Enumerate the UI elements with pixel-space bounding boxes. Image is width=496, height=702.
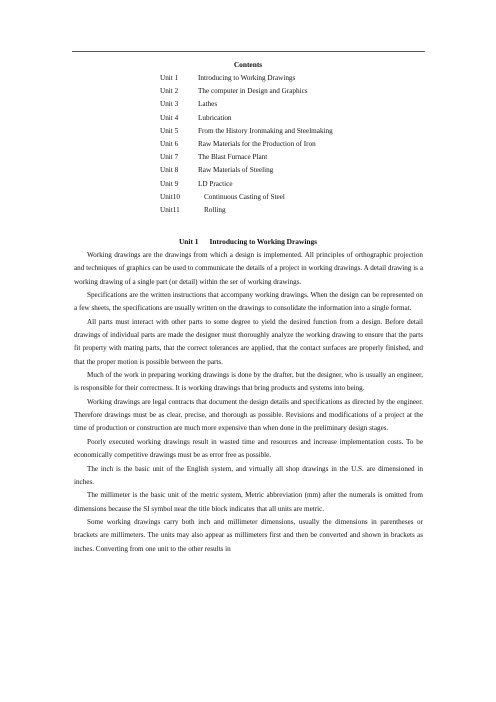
toc-unit-label: Unit 7 (160, 153, 179, 162)
toc-unit-label: Unit 1 (160, 74, 179, 82)
toc-unit-title: The Blast Furnace Plant (198, 153, 268, 162)
toc-unit-label: Unit 6 (160, 139, 179, 148)
toc-item (160, 191, 333, 204)
paragraph: Much of the work in preparing working drawings is done by the drafter, but the designer, who is usually an engineer, is responsible for their correctness. It is working drawings that bring products and systems into being. (74, 371, 423, 393)
toc-unit-label: Unit 4 (160, 113, 179, 122)
toc-unit-title: Introducing to Working Drawings (198, 74, 296, 82)
toc-unit-label: Unit 8 (160, 166, 179, 175)
toc-unit-title: The computer in Design and Graphics (198, 87, 308, 96)
toc-item (160, 112, 333, 125)
paragraph: Specifications are the written instructions that accompany working drawings. When the design can be represented on a few sheets, the specifications are usually written on the drawings to consolidate the information into a single format. (74, 291, 423, 313)
toc-unit-label: Unit10 (160, 192, 180, 201)
toc-unit-label: Unit 3 (160, 100, 179, 109)
paragraph: All parts must interact with other parts to some degree to yield the desired function from a design. Before detail drawings of individual parts are made the designer must thoroughly analyze the working drawing to ensure that the parts fit property with mating parts, that the correct tolerances are applied, that the contact surfaces are properly finished, and that the proper motion is possible between the parts. (74, 317, 423, 366)
toc-item (160, 151, 333, 164)
toc-unit-title: Lathes (198, 100, 218, 109)
toc-unit-label: Unit 2 (160, 87, 179, 96)
table-of-contents (160, 72, 333, 217)
toc-item (160, 164, 333, 177)
toc-item (160, 85, 333, 98)
paragraph: Working drawings are the drawings from which a design is implemented. All principles of orthographic projection and techniques of graphics can be used to communicate the details of a project in working drawings. A detail drawing is a working drawing of a single part (or detail) within the ser of working drawings. (74, 251, 423, 286)
unit-body (74, 249, 423, 556)
toc-unit-title: Raw Materials for the Production of Iron (198, 139, 316, 148)
toc-unit-title: LD Practice (198, 179, 233, 188)
paragraph: Working drawings are legal contracts that document the design details and specifications as directed by the engineer. Therefore drawings must be as clear, precise, and thorough as possible. Revisions and modifications of a project at the time of production or construction are much more expensive than when done in the preliminary design stages. (74, 397, 423, 433)
toc-item (160, 178, 333, 191)
toc-item (160, 72, 333, 85)
toc-unit-title: Raw Materials of Steeling (198, 166, 274, 175)
unit-heading: Unit 1 Introducing to Working Drawings (178, 237, 318, 246)
toc-unit-title: Lubrication (198, 113, 232, 122)
paragraph: The inch is the basic unit of the English system, and virtually all shop drawings in the U.S. are dimensioned in inches. (74, 464, 423, 486)
paragraph: Some working drawings carry both inch and millimeter dimensions, usually the dimensions in parentheses or brackets are millimeters. The units may also appear as millimeters first and then be converted and shown in brackets as inches. Converting from one unit to the other results in (74, 517, 423, 553)
toc-item (160, 98, 333, 111)
toc-unit-label: Unit 9 (160, 179, 179, 188)
toc-item (160, 138, 333, 151)
toc-unit-label: Unit 5 (160, 126, 179, 135)
contents-title: Contents (233, 60, 263, 69)
toc-item (160, 204, 333, 217)
paragraph: The millimeter is the basic unit of the metric system, Metric abbreviation (mm) after the numerals is omitted from dimensions because the SI symbol near the title block indicates that all units are metric. (74, 491, 423, 513)
toc-unit-title: Rolling (204, 205, 226, 214)
toc-unit-label: Unit11 (160, 205, 180, 214)
toc-unit-title: Continuous Casting of Steel (204, 192, 285, 201)
toc-item (160, 125, 333, 138)
paragraph: Poorly executed working drawings result in wasted time and resources and increase implementation costs. To be economically competitive drawings must be as error free as possible. (74, 437, 423, 460)
toc-unit-title: From the History Ironmaking and Steelmaking (198, 126, 333, 135)
header-rule (72, 51, 425, 52)
